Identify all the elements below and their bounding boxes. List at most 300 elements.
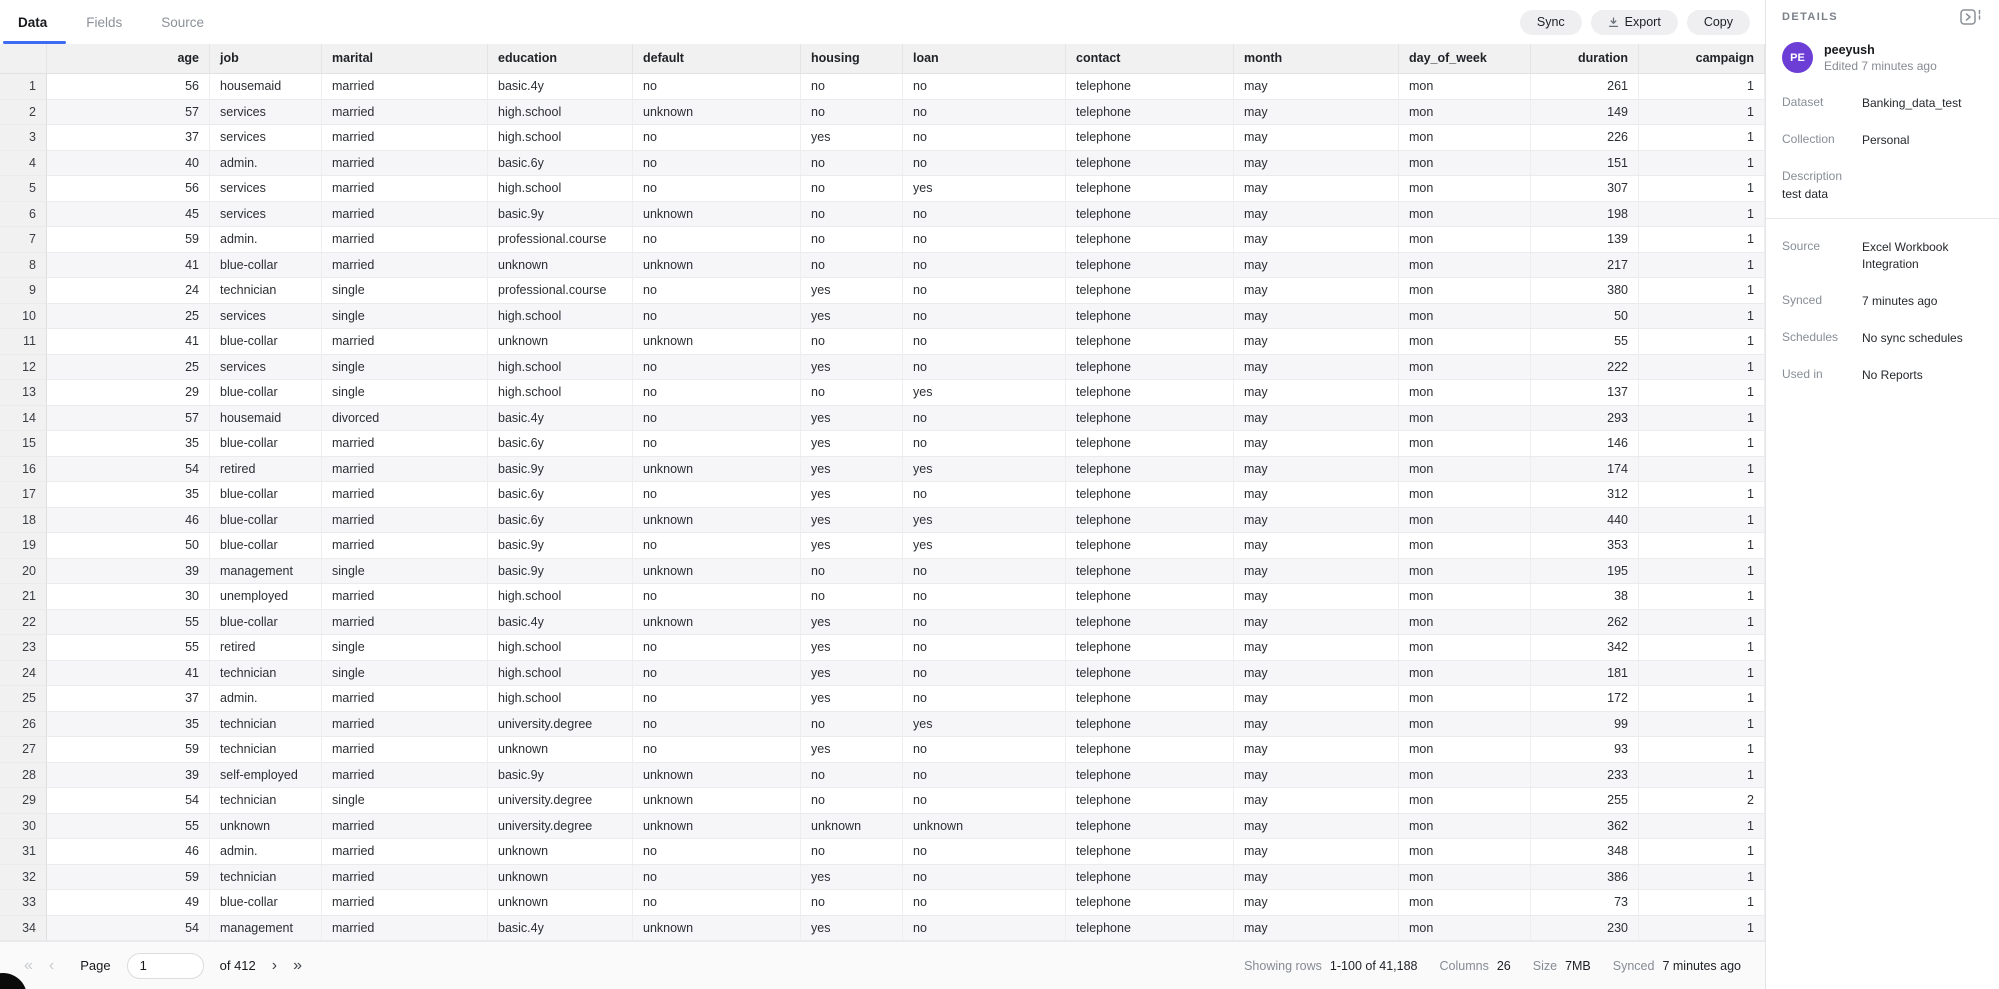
cell-campaign: 1 <box>1639 278 1765 304</box>
cell-loan: no <box>903 584 1066 610</box>
cell-month: may <box>1234 380 1399 406</box>
row-number: 23 <box>0 635 47 661</box>
cell-day_of_week: mon <box>1399 916 1531 942</box>
cell-contact: telephone <box>1066 610 1234 636</box>
cell-month: may <box>1234 686 1399 712</box>
cell-marital: married <box>322 686 488 712</box>
copy-button-label: Copy <box>1703 15 1733 29</box>
cell-default: unknown <box>633 253 801 279</box>
cell-education: basic.4y <box>488 916 633 942</box>
owner-edited: Edited 7 minutes ago <box>1824 58 1937 73</box>
cell-campaign: 1 <box>1639 686 1765 712</box>
cell-day_of_week: mon <box>1399 763 1531 789</box>
table-row <box>0 890 1765 916</box>
cell-contact: telephone <box>1066 304 1234 330</box>
detail-value: test data <box>1782 186 1829 201</box>
cell-day_of_week: mon <box>1399 584 1531 610</box>
cell-default: unknown <box>633 814 801 840</box>
copy-button[interactable] <box>1687 10 1750 35</box>
row-number: 9 <box>0 278 47 304</box>
cell-month: may <box>1234 763 1399 789</box>
cell-campaign: 2 <box>1639 788 1765 814</box>
cell-contact: telephone <box>1066 508 1234 534</box>
cell-contact: telephone <box>1066 278 1234 304</box>
cell-education: unknown <box>488 839 633 865</box>
cell-default: no <box>633 584 801 610</box>
cell-default: no <box>633 227 801 253</box>
cell-default: unknown <box>633 788 801 814</box>
stat-columns <box>1440 959 1511 973</box>
column-header-default[interactable]: default <box>633 44 801 74</box>
cell-loan: unknown <box>903 814 1066 840</box>
cell-month: may <box>1234 278 1399 304</box>
cell-housing: yes <box>801 661 903 687</box>
cell-education: basic.6y <box>488 431 633 457</box>
cell-duration: 73 <box>1531 890 1639 916</box>
cell-campaign: 1 <box>1639 559 1765 585</box>
cell-contact: telephone <box>1066 788 1234 814</box>
row-number: 15 <box>0 431 47 457</box>
row-number: 21 <box>0 584 47 610</box>
cell-age: 54 <box>47 457 210 483</box>
cell-age: 25 <box>47 304 210 330</box>
cell-education: basic.6y <box>488 151 633 177</box>
row-number: 2 <box>0 100 47 126</box>
cell-contact: telephone <box>1066 737 1234 763</box>
cell-contact: telephone <box>1066 890 1234 916</box>
cell-age: 37 <box>47 686 210 712</box>
cell-day_of_week: mon <box>1399 431 1531 457</box>
cell-default: no <box>633 737 801 763</box>
column-header-age[interactable]: age <box>47 44 210 74</box>
tab-fields[interactable]: Fields <box>86 14 123 30</box>
cell-loan: yes <box>903 712 1066 738</box>
cell-contact: telephone <box>1066 712 1234 738</box>
column-header-day_of_week[interactable]: day_of_week <box>1399 44 1531 74</box>
cell-age: 56 <box>47 74 210 100</box>
cell-loan: no <box>903 406 1066 432</box>
cell-housing: yes <box>801 406 903 432</box>
detail-value: No Reports <box>1862 367 1923 382</box>
cell-day_of_week: mon <box>1399 125 1531 151</box>
cell-default: no <box>633 890 801 916</box>
cell-job: technician <box>210 865 322 891</box>
cell-age: 54 <box>47 916 210 942</box>
cell-job: unknown <box>210 814 322 840</box>
cell-education: unknown <box>488 865 633 891</box>
cell-duration: 151 <box>1531 151 1639 177</box>
cell-default: no <box>633 712 801 738</box>
cell-housing: no <box>801 74 903 100</box>
column-header-housing[interactable]: housing <box>801 44 903 74</box>
cell-default: unknown <box>633 559 801 585</box>
last-page-icon[interactable]: » <box>293 956 302 974</box>
cell-job: services <box>210 304 322 330</box>
cell-day_of_week: mon <box>1399 635 1531 661</box>
cell-education: high.school <box>488 125 633 151</box>
cell-default: no <box>633 74 801 100</box>
cell-contact: telephone <box>1066 227 1234 253</box>
cell-campaign: 1 <box>1639 125 1765 151</box>
page-label: Page <box>80 958 111 973</box>
cell-default: unknown <box>633 763 801 789</box>
detail-dataset <box>1782 95 1983 112</box>
cell-duration: 230 <box>1531 916 1639 942</box>
cell-marital: married <box>322 457 488 483</box>
row-number: 6 <box>0 202 47 228</box>
collapse-panel-icon[interactable] <box>1959 7 1983 27</box>
cell-loan: yes <box>903 176 1066 202</box>
tab-source[interactable]: Source <box>161 14 205 30</box>
cell-job: technician <box>210 788 322 814</box>
stat-value: 26 <box>1496 958 1511 973</box>
cell-loan: no <box>903 661 1066 687</box>
cell-loan: no <box>903 763 1066 789</box>
column-header-contact[interactable]: contact <box>1066 44 1234 74</box>
cell-education: basic.9y <box>488 533 633 559</box>
cell-age: 41 <box>47 329 210 355</box>
page-input[interactable] <box>127 953 204 979</box>
cell-contact: telephone <box>1066 916 1234 942</box>
cell-job: retired <box>210 457 322 483</box>
detail-label: Dataset <box>1782 95 1824 109</box>
prev-page-icon[interactable]: ‹ <box>48 956 55 974</box>
cell-contact: telephone <box>1066 406 1234 432</box>
cell-day_of_week: mon <box>1399 355 1531 381</box>
cell-age: 25 <box>47 355 210 381</box>
cell-contact: telephone <box>1066 584 1234 610</box>
cell-loan: no <box>903 227 1066 253</box>
cell-default: no <box>633 839 801 865</box>
cell-campaign: 1 <box>1639 508 1765 534</box>
cell-month: may <box>1234 508 1399 534</box>
cell-housing: no <box>801 559 903 585</box>
table-row <box>0 380 1765 406</box>
cell-job: blue-collar <box>210 533 322 559</box>
column-header-loan[interactable]: loan <box>903 44 1066 74</box>
detail-value: 7 minutes ago <box>1862 293 1938 308</box>
cell-age: 50 <box>47 533 210 559</box>
cell-campaign: 1 <box>1639 533 1765 559</box>
cell-month: may <box>1234 482 1399 508</box>
cell-day_of_week: mon <box>1399 176 1531 202</box>
page-count-label: of 412 <box>219 958 256 973</box>
cell-month: may <box>1234 661 1399 687</box>
cell-marital: married <box>322 329 488 355</box>
owner-meta <box>1824 43 1937 73</box>
row-number: 24 <box>0 661 47 687</box>
cell-housing: yes <box>801 533 903 559</box>
export-button[interactable] <box>1591 10 1678 35</box>
cell-duration: 440 <box>1531 508 1639 534</box>
table-row <box>0 202 1765 228</box>
cell-day_of_week: mon <box>1399 814 1531 840</box>
cell-campaign: 1 <box>1639 839 1765 865</box>
row-number: 29 <box>0 788 47 814</box>
cell-age: 49 <box>47 890 210 916</box>
cell-marital: single <box>322 355 488 381</box>
cell-day_of_week: mon <box>1399 278 1531 304</box>
cell-duration: 217 <box>1531 253 1639 279</box>
table-row <box>0 712 1765 738</box>
cell-housing: no <box>801 584 903 610</box>
table-row <box>0 482 1765 508</box>
cell-contact: telephone <box>1066 151 1234 177</box>
cell-default: no <box>633 865 801 891</box>
row-number: 25 <box>0 686 47 712</box>
column-header-education[interactable]: education <box>488 44 633 74</box>
cell-day_of_week: mon <box>1399 533 1531 559</box>
cell-job: technician <box>210 712 322 738</box>
row-number: 27 <box>0 737 47 763</box>
stat-label: Columns <box>1439 958 1489 973</box>
cell-job: services <box>210 355 322 381</box>
cell-campaign: 1 <box>1639 329 1765 355</box>
cell-day_of_week: mon <box>1399 890 1531 916</box>
cell-month: may <box>1234 176 1399 202</box>
cell-contact: telephone <box>1066 125 1234 151</box>
cell-marital: married <box>322 890 488 916</box>
cell-month: may <box>1234 125 1399 151</box>
cell-duration: 50 <box>1531 304 1639 330</box>
detail-label: Schedules <box>1782 329 1839 344</box>
details-panel-header <box>1782 2 1983 32</box>
cell-day_of_week: mon <box>1399 610 1531 636</box>
cell-job: blue-collar <box>210 253 322 279</box>
table-row <box>0 431 1765 457</box>
table-row <box>0 227 1765 253</box>
stat-synced <box>1613 959 1741 973</box>
cell-education: university.degree <box>488 788 633 814</box>
column-header-campaign[interactable]: campaign <box>1639 44 1765 74</box>
cell-loan: no <box>903 431 1066 457</box>
cell-contact: telephone <box>1066 865 1234 891</box>
cell-day_of_week: mon <box>1399 712 1531 738</box>
cell-month: may <box>1234 584 1399 610</box>
cell-job: technician <box>210 278 322 304</box>
cell-marital: married <box>322 202 488 228</box>
cell-month: may <box>1234 610 1399 636</box>
cell-campaign: 1 <box>1639 814 1765 840</box>
cell-housing: no <box>801 788 903 814</box>
column-header-marital[interactable]: marital <box>322 44 488 74</box>
cell-loan: no <box>903 686 1066 712</box>
cell-day_of_week: mon <box>1399 227 1531 253</box>
cell-month: may <box>1234 202 1399 228</box>
cell-housing: no <box>801 100 903 126</box>
cell-default: no <box>633 635 801 661</box>
cell-contact: telephone <box>1066 533 1234 559</box>
cell-month: may <box>1234 788 1399 814</box>
cell-education: university.degree <box>488 712 633 738</box>
cell-contact: telephone <box>1066 559 1234 585</box>
cell-day_of_week: mon <box>1399 329 1531 355</box>
cell-duration: 149 <box>1531 100 1639 126</box>
next-page-icon[interactable]: › <box>271 956 278 974</box>
detail-value: No sync schedules <box>1862 330 1963 345</box>
cell-default: no <box>633 406 801 432</box>
table-row <box>0 74 1765 100</box>
cell-job: housemaid <box>210 406 322 432</box>
cell-month: may <box>1234 151 1399 177</box>
cell-campaign: 1 <box>1639 661 1765 687</box>
cell-default: no <box>633 661 801 687</box>
cell-campaign: 1 <box>1639 202 1765 228</box>
cell-loan: no <box>903 916 1066 942</box>
cell-job: housemaid <box>210 74 322 100</box>
cell-loan: no <box>903 890 1066 916</box>
cell-age: 41 <box>47 253 210 279</box>
table-row <box>0 457 1765 483</box>
cell-month: may <box>1234 533 1399 559</box>
detail-used-in <box>1782 367 1983 384</box>
cell-education: basic.6y <box>488 508 633 534</box>
cell-housing: yes <box>801 865 903 891</box>
cell-campaign: 1 <box>1639 635 1765 661</box>
stat-label: Size <box>1532 958 1558 973</box>
cell-default: no <box>633 431 801 457</box>
cell-age: 59 <box>47 227 210 253</box>
table-row <box>0 916 1765 942</box>
cell-marital: single <box>322 278 488 304</box>
cell-education: high.school <box>488 100 633 126</box>
cell-marital: married <box>322 533 488 559</box>
cell-marital: married <box>322 712 488 738</box>
cell-campaign: 1 <box>1639 100 1765 126</box>
cell-loan: yes <box>903 457 1066 483</box>
cell-housing: yes <box>801 508 903 534</box>
cell-housing: yes <box>801 686 903 712</box>
cell-education: high.school <box>488 686 633 712</box>
table-row <box>0 635 1765 661</box>
detail-synced <box>1782 293 1983 310</box>
cell-day_of_week: mon <box>1399 74 1531 100</box>
detail-label: Source <box>1782 239 1821 254</box>
cell-duration: 181 <box>1531 661 1639 687</box>
cell-duration: 99 <box>1531 712 1639 738</box>
cell-day_of_week: mon <box>1399 737 1531 763</box>
detail-schedules <box>1782 330 1983 347</box>
tab-bar <box>0 0 1765 44</box>
cell-month: may <box>1234 74 1399 100</box>
detail-collection <box>1782 132 1983 149</box>
cell-campaign: 1 <box>1639 151 1765 177</box>
cell-housing: yes <box>801 635 903 661</box>
cell-housing: no <box>801 227 903 253</box>
column-header-job[interactable]: job <box>210 44 322 74</box>
cell-loan: yes <box>903 508 1066 534</box>
tab-bar-tabs <box>18 0 204 44</box>
column-header-duration[interactable]: duration <box>1531 44 1639 74</box>
cell-housing: no <box>801 890 903 916</box>
cell-default: no <box>633 533 801 559</box>
cell-day_of_week: mon <box>1399 788 1531 814</box>
stat-label: Synced <box>1612 958 1655 973</box>
first-page-icon[interactable]: « <box>24 956 33 974</box>
cell-campaign: 1 <box>1639 482 1765 508</box>
cell-job: admin. <box>210 227 322 253</box>
cell-education: high.school <box>488 661 633 687</box>
cell-campaign: 1 <box>1639 890 1765 916</box>
cell-day_of_week: mon <box>1399 686 1531 712</box>
cell-contact: telephone <box>1066 176 1234 202</box>
table-row <box>0 763 1765 789</box>
cell-day_of_week: mon <box>1399 457 1531 483</box>
cell-campaign: 1 <box>1639 431 1765 457</box>
row-number: 18 <box>0 508 47 534</box>
cell-job: retired <box>210 635 322 661</box>
cell-default: no <box>633 176 801 202</box>
cell-contact: telephone <box>1066 686 1234 712</box>
cell-job: admin. <box>210 686 322 712</box>
cell-job: blue-collar <box>210 610 322 636</box>
table-row <box>0 865 1765 891</box>
cell-day_of_week: mon <box>1399 865 1531 891</box>
cell-age: 24 <box>47 278 210 304</box>
cell-loan: no <box>903 125 1066 151</box>
cell-marital: single <box>322 635 488 661</box>
cell-marital: married <box>322 176 488 202</box>
cell-age: 35 <box>47 712 210 738</box>
cell-duration: 386 <box>1531 865 1639 891</box>
stat-value: 1-100 of 41,188 <box>1329 958 1418 973</box>
row-number: 20 <box>0 559 47 585</box>
cell-contact: telephone <box>1066 431 1234 457</box>
cell-duration: 342 <box>1531 635 1639 661</box>
details-panel <box>1765 0 1999 989</box>
cell-education: high.school <box>488 380 633 406</box>
table-row <box>0 278 1765 304</box>
cell-default: no <box>633 304 801 330</box>
cell-education: university.degree <box>488 814 633 840</box>
cell-marital: married <box>322 814 488 840</box>
stat-size <box>1533 959 1591 973</box>
cell-day_of_week: mon <box>1399 304 1531 330</box>
column-header-month[interactable]: month <box>1234 44 1399 74</box>
cell-job: blue-collar <box>210 508 322 534</box>
tab-data[interactable]: Data <box>18 0 47 44</box>
cell-duration: 139 <box>1531 227 1639 253</box>
cell-month: may <box>1234 457 1399 483</box>
sync-button-label: Sync <box>1536 15 1565 29</box>
cell-loan: no <box>903 74 1066 100</box>
cell-housing: no <box>801 253 903 279</box>
cell-contact: telephone <box>1066 329 1234 355</box>
detail-source <box>1782 239 1983 273</box>
sync-button[interactable] <box>1520 10 1582 35</box>
table-row <box>0 304 1765 330</box>
cell-duration: 38 <box>1531 584 1639 610</box>
cell-default: no <box>633 125 801 151</box>
cell-default: unknown <box>633 202 801 228</box>
cell-housing: no <box>801 712 903 738</box>
row-number: 32 <box>0 865 47 891</box>
cell-duration: 348 <box>1531 839 1639 865</box>
cell-contact: telephone <box>1066 635 1234 661</box>
cell-housing: yes <box>801 355 903 381</box>
cell-loan: no <box>903 151 1066 177</box>
details-sections <box>1782 95 1983 403</box>
cell-age: 54 <box>47 788 210 814</box>
pagination <box>24 953 302 979</box>
cell-contact: telephone <box>1066 482 1234 508</box>
cell-month: may <box>1234 635 1399 661</box>
cell-loan: no <box>903 635 1066 661</box>
cell-marital: married <box>322 737 488 763</box>
toolbar <box>1520 10 1750 35</box>
detail-value: Personal <box>1862 132 1910 147</box>
cell-loan: yes <box>903 533 1066 559</box>
